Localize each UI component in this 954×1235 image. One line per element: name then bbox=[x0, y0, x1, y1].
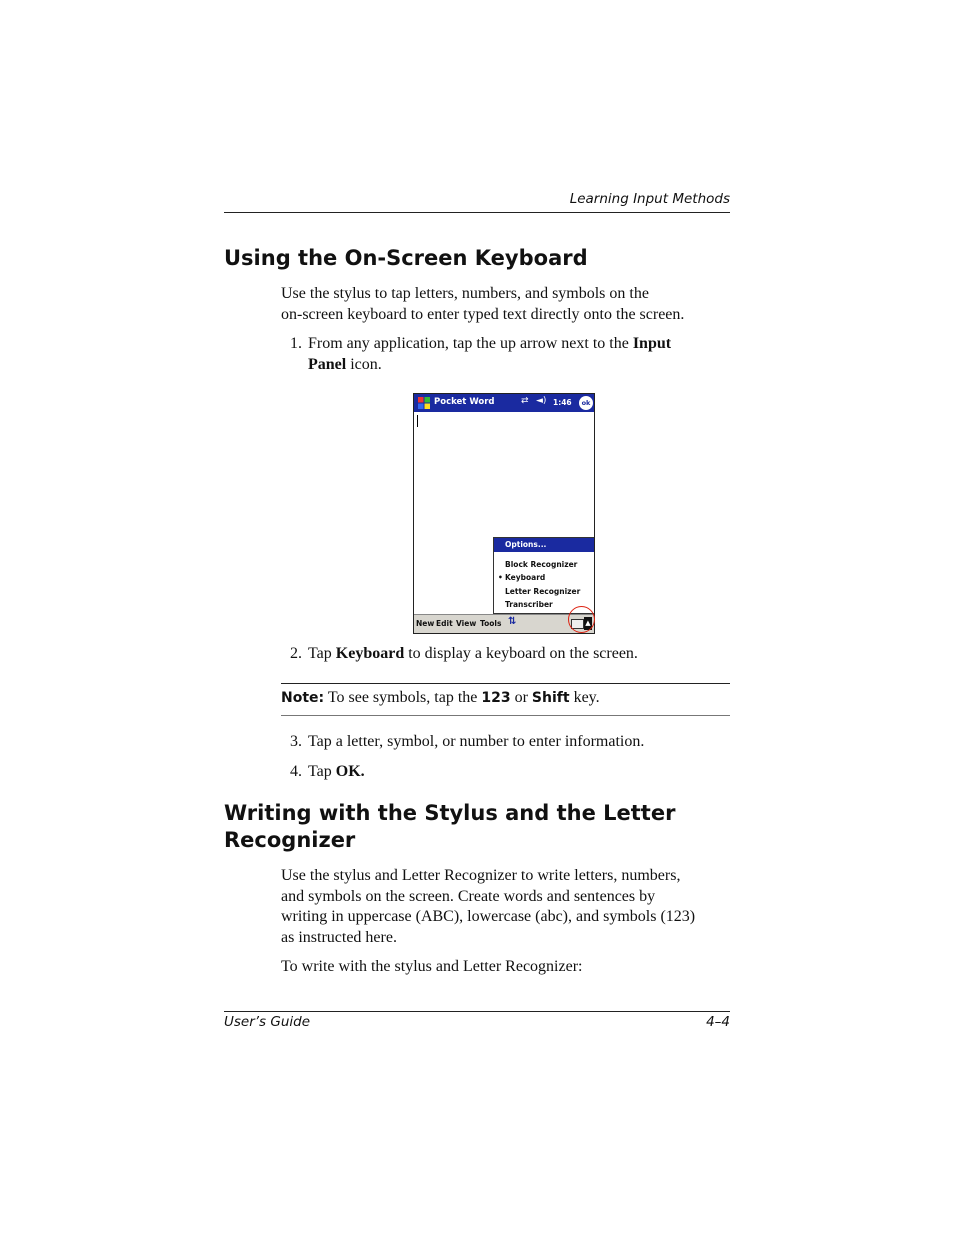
step-bold: OK. bbox=[335, 763, 365, 780]
note-text: key. bbox=[569, 689, 600, 706]
text-cursor bbox=[417, 415, 418, 427]
footer-rule bbox=[224, 1011, 730, 1012]
selected-bullet-icon: • bbox=[498, 573, 503, 582]
step-bold: Keyboard bbox=[335, 645, 405, 662]
windows-start-icon[interactable] bbox=[417, 396, 431, 410]
step-bold: Input bbox=[632, 335, 672, 352]
step-bold: Panel bbox=[308, 355, 347, 373]
para-line: as instructed here. bbox=[281, 928, 397, 946]
note-text: or bbox=[510, 689, 532, 706]
step-text: to display a keyboard on the screen. bbox=[404, 645, 638, 662]
menu-item-keyboard[interactable]: Keyboard bbox=[505, 573, 546, 582]
note-rule-bottom bbox=[281, 715, 730, 716]
step-1 bbox=[290, 334, 730, 375]
sync-arrows-icon[interactable]: ⇅ bbox=[508, 616, 517, 627]
step-number: 1. bbox=[290, 335, 302, 352]
pocket-pc-screenshot bbox=[413, 393, 595, 634]
heading-line-2: Recognizer bbox=[224, 828, 356, 852]
running-header: Learning Input Methods bbox=[569, 191, 730, 207]
title-bar bbox=[414, 394, 594, 412]
menu-item-options[interactable]: Options... bbox=[494, 538, 594, 552]
menu-edit[interactable]: Edit bbox=[436, 619, 453, 628]
highlight-circle bbox=[568, 606, 595, 633]
note-text: To see symbols, tap the bbox=[324, 689, 482, 706]
intro-line-2: on-screen keyboard to enter typed text directly onto the screen. bbox=[281, 305, 685, 323]
para-line: and symbols on the screen. Create words and sentences by bbox=[281, 887, 656, 905]
menu-tools[interactable]: Tools bbox=[480, 619, 502, 628]
intro-line-1: Use the stylus to tap letters, numbers, and symbols on the bbox=[281, 285, 649, 302]
recognizer-paragraph bbox=[281, 866, 731, 948]
connection-icon[interactable]: ⇄ bbox=[521, 396, 529, 406]
key-shift: Shift bbox=[531, 690, 570, 706]
step-text: icon. bbox=[346, 355, 382, 373]
ok-button[interactable]: ok bbox=[579, 396, 593, 410]
menu-bar bbox=[414, 614, 594, 634]
note-box bbox=[281, 688, 731, 708]
footer-title: User’s Guide bbox=[224, 1014, 311, 1030]
input-panel-up-arrow-icon[interactable]: ▲ bbox=[584, 617, 592, 630]
step-number: 3. bbox=[290, 733, 302, 750]
step-3 bbox=[290, 732, 730, 753]
heading-line-1: Writing with the Stylus and the Letter bbox=[224, 801, 676, 825]
app-title: Pocket Word bbox=[434, 397, 495, 407]
menu-view[interactable]: View bbox=[456, 619, 477, 628]
clock[interactable]: 1:46 bbox=[553, 398, 572, 407]
step-text: Tap bbox=[308, 763, 336, 780]
intro-paragraph bbox=[281, 284, 731, 325]
speaker-icon[interactable]: ◄) bbox=[536, 396, 547, 406]
section-heading-keyboard: Using the On-Screen Keyboard bbox=[224, 246, 588, 270]
menu-new[interactable]: New bbox=[416, 619, 435, 628]
menu-item-letter-recognizer[interactable]: Letter Recognizer bbox=[505, 587, 581, 596]
para-line: writing in uppercase (ABC), lowercase (abc), and symbols (123) bbox=[281, 908, 696, 925]
step-number: 4. bbox=[290, 763, 302, 780]
step-text: Tap a letter, symbol, or number to enter information. bbox=[308, 733, 645, 750]
step-4 bbox=[290, 762, 730, 783]
step-text: Tap bbox=[308, 645, 336, 662]
page-number: 4–4 bbox=[706, 1014, 730, 1030]
step-2 bbox=[290, 644, 730, 665]
section-heading-letter-recognizer bbox=[224, 800, 675, 854]
note-label: Note: bbox=[281, 690, 325, 706]
note-rule-top bbox=[281, 683, 730, 684]
step-text: From any application, tap the up arrow next to the bbox=[308, 335, 633, 352]
para-line: Use the stylus and Letter Recognizer to write letters, numbers, bbox=[281, 867, 681, 884]
key-123: 123 bbox=[481, 690, 511, 706]
step-number: 2. bbox=[290, 645, 302, 662]
menu-item-block-recognizer[interactable]: Block Recognizer bbox=[505, 560, 578, 569]
input-method-menu bbox=[493, 537, 595, 614]
recognizer-lead-in: To write with the stylus and Letter Recognizer: bbox=[281, 958, 583, 975]
menu-item-transcriber[interactable]: Transcriber bbox=[505, 600, 553, 609]
header-rule bbox=[224, 212, 730, 213]
